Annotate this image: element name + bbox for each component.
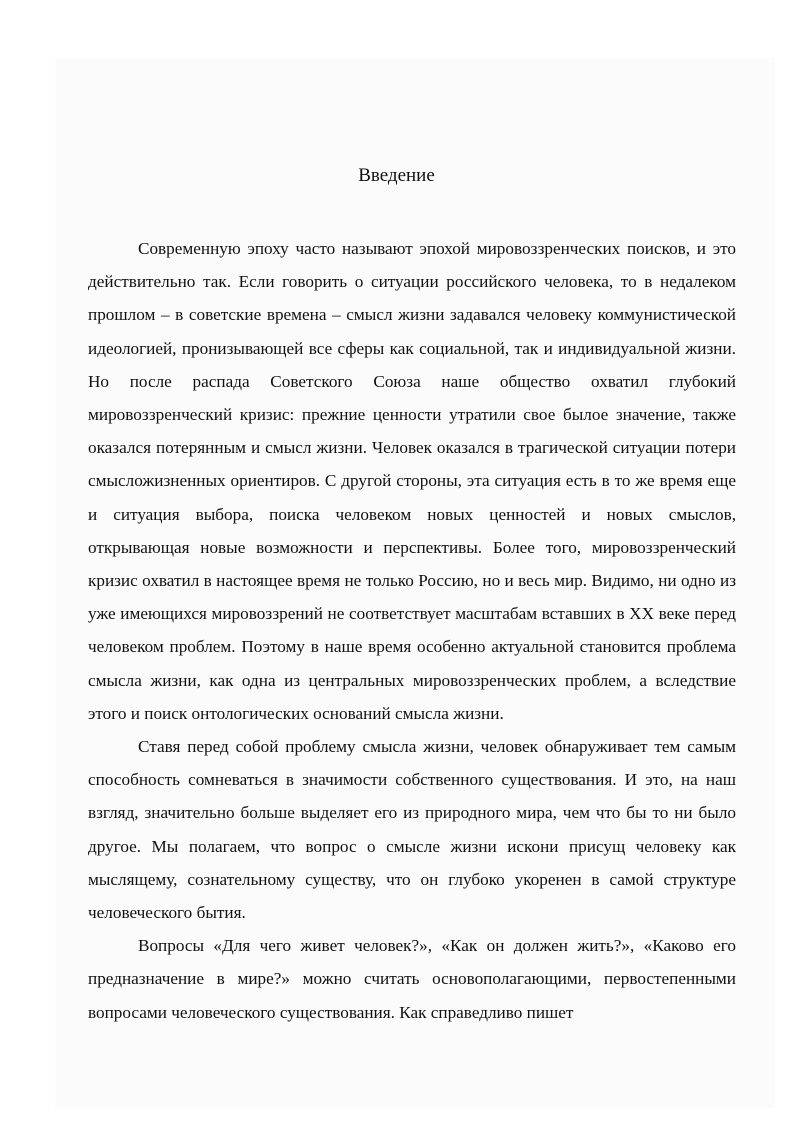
paragraph: Современную эпоху часто называют эпохой мировоззренческих поисков, и это действительно так. Если говорить о ситуации российского человека, то в недалеком прошлом – в советские времена – смысл жизни задавался человеку коммунистической идеологией, пронизывающей все сферы как социальной, так и индивидуальной жизни. Но после распада Советского Союза наше общество охватил глубокий мировоззренческий кризис: прежние ценности утратили свое былое значение, также оказался потерянным и смысл жизни. Человек оказался в трагической ситуации потери смысложизненных ориентиров. С другой стороны, эта ситуация есть в то же время еще и ситуация выбора, поиска человеком новых ценностей и новых смыслов, открывающая новые возможности и перспективы. Более того, мировоззренческий кризис охватил в настоящее время не только Россию, но и весь мир. Видимо, ни одно из уже имеющихся мировоззрений не соответствует масштабам вставших в XX веке перед человеком проблем. Поэтому в наше время особенно актуальной становится проблема смысла жизни, как одна из центральных мировоззренческих проблем, а вследствие этого и поиск онтологических оснований смысла жизни. (88, 239, 736, 723)
page-title: Введение (358, 165, 435, 186)
body-text (88, 232, 736, 1029)
paragraph: Ставя перед собой проблему смысла жизни, человек обнаруживает тем самым способность сомневаться в значимости собственного существования. И это, на наш взгляд, значительно больше выделяет его из природного мира, чем что бы то ни было другое. Мы полагаем, что вопрос о смысле жизни искони присущ человеку как мыслящему, сознательному существу, что он глубоко укоренен в самой структуре человеческого бытия. (88, 737, 736, 923)
paragraph: Вопросы «Для чего живет человек?», «Как он должен жить?», «Каково его предназначение в мире?» можно считать основополагающими, первостепенными вопросами человеческого существования. Как справедливо пишет (88, 936, 736, 1022)
